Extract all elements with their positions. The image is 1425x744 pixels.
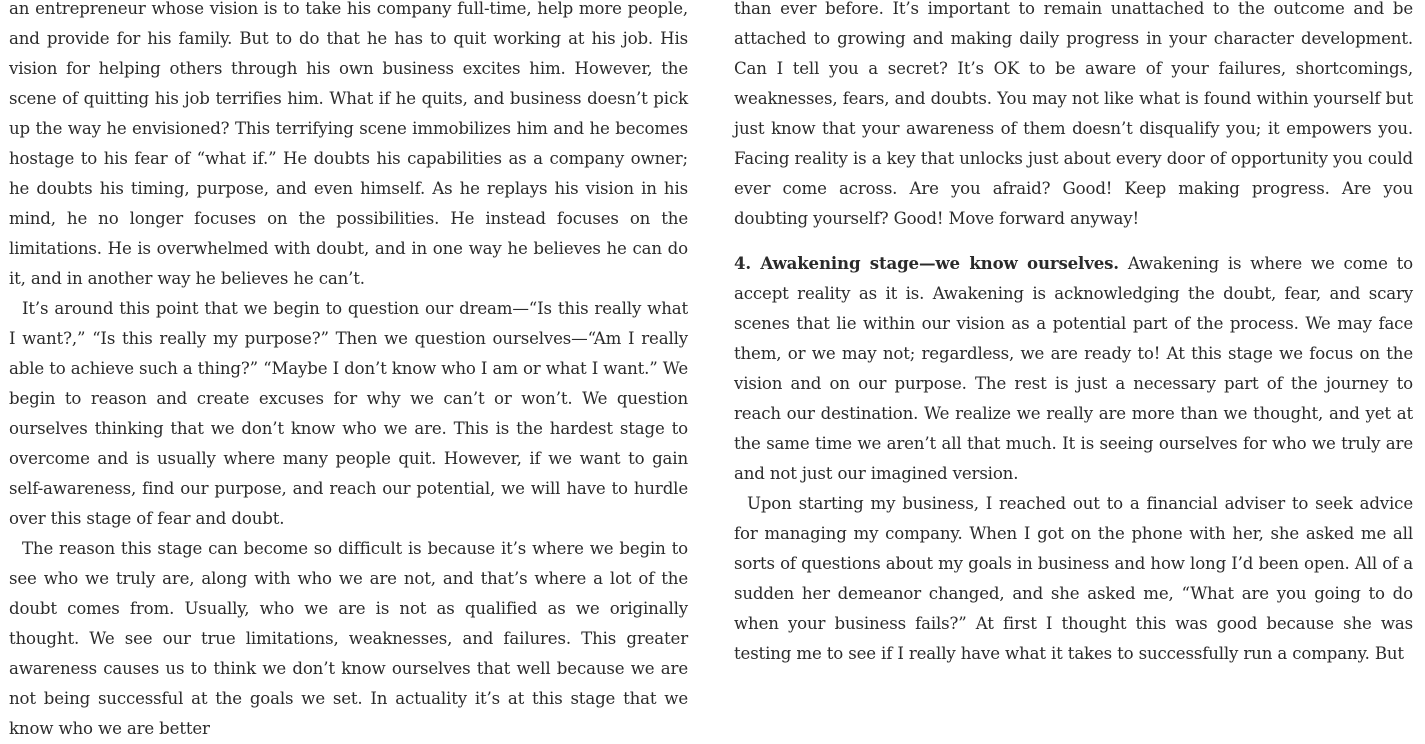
- section-heading: 4. Awakening stage—we know ourselves.: [734, 253, 1119, 273]
- paragraph: Upon starting my business, I reached out to a financial adviser to seek advice for managing my company. When I got on the phone with her, she asked me all sorts of questions about my goals in business and how long I’d been open. All of a sudden her demeanor changed, and she asked me, “What are you going to do when your business fails?” At first I thought this was good because she was testing me to see if I really have what it takes to successfully run a company. But: [734, 494, 1413, 663]
- section-paragraph: [734, 248, 1413, 489]
- paragraph: It’s around this point that we begin to question our dream—“Is this really what I want?,” “Is this really my purpose?” Then we question ourselves—“Am I really able to achieve such a thing?” “Maybe I don’t know who I am or what I want.” We begin to reason and create excuses for why we can’t or won’t. We question ourselves thinking that we don’t know who we are. This is the hardest stage to overcome and is usually where many people quit. However, if we want to gain self-awareness, find our purpose, and reach our potential, we will have to hurdle over this stage of fear and doubt.: [9, 299, 688, 528]
- paragraph: The reason this stage can become so difficult is because it’s where we begin to see who we truly are, along with who we are not, and that’s where a lot of the doubt comes from. Usually, who we are is not as qualified as we originally thought. We see our true limitations, weaknesses, and failures. This greater awareness causes us to think we don’t know ourselves that well because we are not being successful at the goals we set. In actuality it’s at this stage that we know who we are better: [9, 539, 688, 738]
- section-body: Awakening is where we come to accept reality as it is. Awakening is acknowledging the doubt, fear, and scary scenes that lie within our vision as a potential part of the process. We may face them, or we may not; regardless, we are ready to! At this stage we focus on the vision and on our purpose. The rest is just a necessary part of the journey to reach our destination. We realize we really are more than we thought, and yet at the same time we aren’t all that much. It is seeing ourselves for who we truly are and not just our imagined version.: [734, 254, 1413, 483]
- right-text-column: [734, 0, 1413, 669]
- paragraph: than ever before. It’s important to remain unattached to the outcome and be attached to growing and making daily progress in your character development. Can I tell you a secret? It’s OK to be aware of your failures, shortcomings, weaknesses, fears, and doubts. You may not like what is found within yourself but just know that your awareness of them doesn’t disqualify you; it empowers you. Facing reality is a key that unlocks just about every door of opportunity you could ever come across. Are you afraid? Good! Keep making progress. Are you doubting yourself? Good! Move forward anyway!: [734, 0, 1413, 228]
- left-text-column: [9, 0, 688, 744]
- paragraph: an entrepreneur whose vision is to take his company full-time, help more people, and provide for his family. But to do that he has to quit working at his job. His vision for helping others through his own business excites him. However, the scene of quitting his job terrifies him. What if he quits, and business doesn’t pick up the way he envisioned? This terrifying scene immobilizes him and he becomes hostage to his fear of “what if.” He doubts his capabilities as a company owner; he doubts his timing, purpose, and even himself. As he replays his vision in his mind, he no longer focuses on the possibilities. He instead focuses on the limitations. He is overwhelmed with doubt, and in one way he believes he can do it, and in another way he believes he can’t.: [9, 0, 688, 288]
